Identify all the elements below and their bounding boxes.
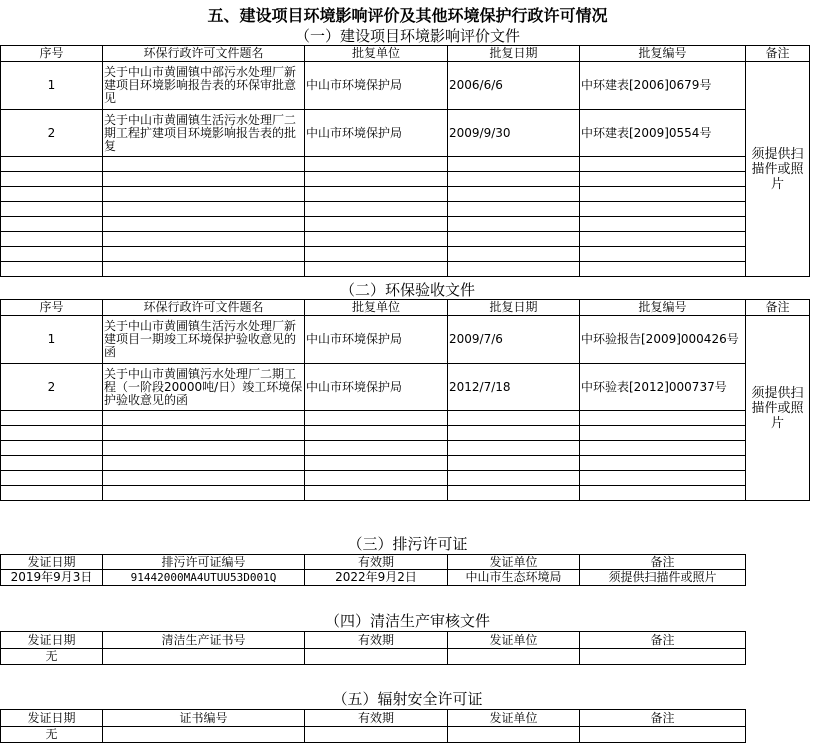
approval-date: 2009/9/30 xyxy=(448,110,580,157)
approval-unit: 中山市环境保护局 xyxy=(305,316,448,364)
table-row xyxy=(1,727,746,743)
clean-production-table xyxy=(0,631,746,665)
empty-row xyxy=(1,187,810,202)
header-cell: 有效期 xyxy=(305,710,448,727)
table-header-row xyxy=(1,632,746,649)
remark-cell: 须提供扫描件或照片 xyxy=(746,316,810,501)
eia-table xyxy=(0,45,810,277)
empty-row xyxy=(1,426,810,441)
certificate-number xyxy=(103,649,305,665)
table-header-row xyxy=(1,46,810,62)
table-row xyxy=(1,316,810,364)
remark xyxy=(580,727,746,743)
approval-unit: 中山市环境保护局 xyxy=(305,110,448,157)
remark: 须提供扫描件或照片 xyxy=(580,570,746,586)
header-cell: 清洁生产证书号 xyxy=(103,632,305,649)
empty-row xyxy=(1,157,810,172)
header-cell: 备注 xyxy=(746,300,810,316)
document-title: 关于中山市黄圃镇中部污水处理厂新建项目环境影响报告表的环保审批意见 xyxy=(103,62,305,110)
issue-date: 无 xyxy=(1,649,103,665)
header-cell: 批复日期 xyxy=(448,46,580,62)
header-cell: 序号 xyxy=(1,46,103,62)
empty-row xyxy=(1,217,810,232)
empty-row xyxy=(1,411,810,426)
document-title: 关于中山市黄圃镇污水处理厂二期工程（一阶段20000吨/日）竣工环境保护验收意见的函 xyxy=(103,364,305,411)
empty-row xyxy=(1,262,810,277)
valid-until xyxy=(305,649,448,665)
header-cell: 发证日期 xyxy=(1,555,103,570)
header-cell: 批复编号 xyxy=(580,46,746,62)
issuing-unit xyxy=(448,727,580,743)
header-cell: 批复日期 xyxy=(448,300,580,316)
approval-date: 2012/7/18 xyxy=(448,364,580,411)
header-cell: 序号 xyxy=(1,300,103,316)
header-cell: 证书编号 xyxy=(103,710,305,727)
table-row xyxy=(1,649,746,665)
approval-code: 中环建表[2006]0679号 xyxy=(580,62,746,110)
header-cell: 备注 xyxy=(580,710,746,727)
header-cell: 有效期 xyxy=(305,632,448,649)
radiation-permit-table xyxy=(0,709,746,743)
issuing-unit xyxy=(448,649,580,665)
header-cell: 发证日期 xyxy=(1,632,103,649)
issue-date: 2019年9月3日 xyxy=(1,570,103,586)
empty-row xyxy=(1,247,810,262)
empty-row xyxy=(1,456,810,471)
approval-date: 2006/6/6 xyxy=(448,62,580,110)
header-cell: 备注 xyxy=(580,632,746,649)
table-row xyxy=(1,570,746,586)
certificate-number xyxy=(103,727,305,743)
header-cell: 批复编号 xyxy=(580,300,746,316)
header-cell: 批复单位 xyxy=(305,46,448,62)
valid-until: 2022年9月2日 xyxy=(305,570,448,586)
acceptance-table xyxy=(0,299,810,501)
section1-heading: （一）建设项目环境影响评价文件 xyxy=(294,27,520,45)
header-cell: 有效期 xyxy=(305,555,448,570)
valid-until xyxy=(305,727,448,743)
table-row xyxy=(1,62,810,110)
discharge-permit-table xyxy=(0,554,746,586)
empty-row xyxy=(1,172,810,187)
approval-unit: 中山市环境保护局 xyxy=(305,364,448,411)
table-header-row xyxy=(1,555,746,570)
empty-row xyxy=(1,202,810,217)
approval-code: 中环建表[2009]0554号 xyxy=(580,110,746,157)
empty-row xyxy=(1,471,810,486)
permit-number: 91442000MA4UTUU53D001Q xyxy=(103,570,305,586)
row-number: 1 xyxy=(1,316,103,364)
header-cell: 发证日期 xyxy=(1,710,103,727)
approval-date: 2009/7/6 xyxy=(448,316,580,364)
document-title: 关于中山市黄圃镇生活污水处理厂新建项目一期竣工环境保护验收意见的函 xyxy=(103,316,305,364)
section3-heading: （三）排污许可证 xyxy=(347,535,468,553)
issue-date: 无 xyxy=(1,727,103,743)
remark-cell: 须提供扫描件或照片 xyxy=(746,62,810,277)
section2-heading: （二）环保验收文件 xyxy=(339,281,475,299)
issuing-unit: 中山市生态环境局 xyxy=(448,570,580,586)
remark xyxy=(580,649,746,665)
approval-code: 中环验报告[2009]000426号 xyxy=(580,316,746,364)
empty-row xyxy=(1,232,810,247)
section4-heading: （四）清洁生产审核文件 xyxy=(324,612,490,630)
header-cell: 发证单位 xyxy=(448,710,580,727)
table-row xyxy=(1,364,810,411)
table-header-row xyxy=(1,300,810,316)
approval-unit: 中山市环境保护局 xyxy=(305,62,448,110)
approval-code: 中环验表[2012]000737号 xyxy=(580,364,746,411)
table-header-row xyxy=(1,710,746,727)
table-row xyxy=(1,110,810,157)
page-title: 五、建设项目环境影响评价及其他环境保护行政许可情况 xyxy=(207,6,608,25)
header-cell: 批复单位 xyxy=(305,300,448,316)
document-title: 关于中山市黄圃镇生活污水处理厂二期工程扩建项目环境影响报告表的批复 xyxy=(103,110,305,157)
empty-row xyxy=(1,441,810,456)
row-number: 2 xyxy=(1,110,103,157)
row-number: 1 xyxy=(1,62,103,110)
row-number: 2 xyxy=(1,364,103,411)
header-cell: 排污许可证编号 xyxy=(103,555,305,570)
header-cell: 发证单位 xyxy=(448,632,580,649)
header-cell: 备注 xyxy=(746,46,810,62)
empty-row xyxy=(1,486,810,501)
header-cell: 发证单位 xyxy=(448,555,580,570)
header-cell: 环保行政许可文件题名 xyxy=(103,300,305,316)
header-cell: 环保行政许可文件题名 xyxy=(103,46,305,62)
header-cell: 备注 xyxy=(580,555,746,570)
section5-heading: （五）辐射安全许可证 xyxy=(332,690,483,708)
